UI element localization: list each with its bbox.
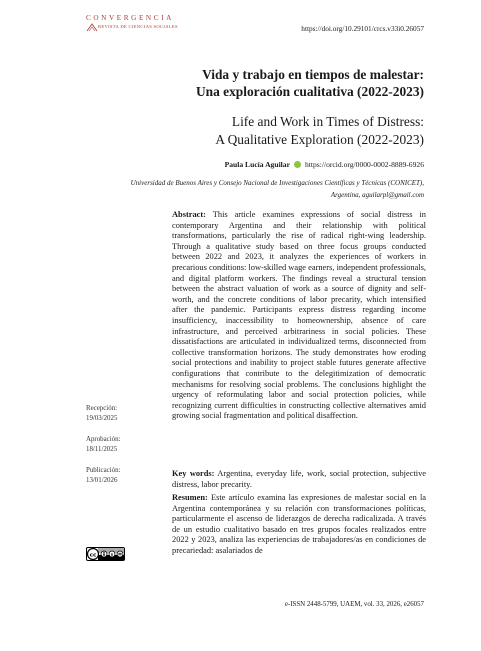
cc-by-nc-nd-icon[interactable] xyxy=(86,547,125,561)
journal-tagline: REVISTA DE CIENCIAS SOCIALES xyxy=(98,24,178,29)
resumen-label: Resumen: xyxy=(172,493,208,502)
author-name: Paula Lucía Aguilar xyxy=(224,160,290,169)
resumen xyxy=(172,493,426,557)
abstract xyxy=(172,210,426,422)
doi-link[interactable]: https://doi.org/10.29101/crcs.v33i0.26057 xyxy=(301,24,424,33)
keywords xyxy=(172,469,426,490)
cc-badge-text: cc xyxy=(89,552,97,559)
published-label: Publicación: xyxy=(86,467,121,474)
received-date: 19/03/2025 xyxy=(86,415,118,423)
orcid-link[interactable]: https://orcid.org/0000-0002-8889-6926 xyxy=(304,160,424,169)
keywords-label: Key words: xyxy=(172,469,215,478)
svg-text:$: $ xyxy=(110,551,114,557)
published-date-block xyxy=(86,466,120,487)
abstract-label: Abstract: xyxy=(172,210,206,219)
approved-date-block xyxy=(86,435,120,456)
journal-logo xyxy=(86,14,196,36)
orcid-icon xyxy=(294,161,301,168)
journal-name: CONVERGENCIA xyxy=(86,14,174,22)
author-line xyxy=(225,160,424,169)
journal-logo-mark-icon xyxy=(86,22,98,32)
received-date-block xyxy=(86,404,117,425)
title-spanish-line-2: Una exploración cualitativa (2022-2023) xyxy=(196,84,424,99)
footer-citation: e-ISSN 2448-5799, UAEM, vol. 33, 2026, e26057 xyxy=(284,601,424,608)
title-spanish-line-1: Vida y trabajo en tiempos de malestar: xyxy=(202,67,424,82)
published-date: 13/01/2026 xyxy=(86,477,118,485)
approved-label: Aprobación: xyxy=(86,436,121,443)
title-english-line-2: A Qualitative Exploration (2022-2023) xyxy=(215,132,424,147)
abstract-text: This article examines expressions of social distress in contemporary Argentina and their relationship with political transformations, particularly the rise of radical right-wing leadership. Through a qualitative study based on three focus groups conducted between 2022 and 2023, it analyzes the experiences of workers in precarious conditions: low-skilled wage earners, independent professionals, and digital platform workers. The findings reveal a structural tension between the abstract valuation of work as a source of dignity and self-worth, and the concrete conditions of labor precarity, which intensified after the pandemic. Participants express distress regarding income insufficiency, inaccessibility to homeownership, absence of care infrastructure, and perceived arbitrariness in social policies. These dissatisfactions are articulated in individualized terms, disconnected from collective transformation horizons. The study demonstrates how eroding social protections and inability to project stable futures generate affective configurations that contribute to the delegitimization of democratic mechanisms for resolving social problems. The conclusions highlight the urgency of reformulating labor and social protection policies, while recognizing current difficulties in constructing collective alternatives amid growing social fragmentation and political disaffection. xyxy=(172,210,426,421)
received-label: Recepción: xyxy=(86,405,117,412)
title-english-line-1: Life and Work in Times of Distress: xyxy=(231,114,424,129)
approved-date: 18/11/2025 xyxy=(86,446,118,454)
resumen-text: Este artículo examina las expresiones de malestar social en la Argentina contemporánea y su relación con transformaciones políticas, particularmente el ascenso de liderazgos de derecha radicalizada. A través de un estudio cualitativo basado en tres grupos focales realizados entre 2022 y 2023, analiza las experiencias de trabajadores/as en condiciones de precariedad: asalariados de xyxy=(172,493,426,555)
keywords-text: Argentina, everyday life, work, social protection, subjective distress, labor precarity. xyxy=(172,469,427,489)
author-affiliation: Universidad de Buenos Aires y Consejo Nacional de Investigaciones Científicas y Técnicas (CONICET), Argentina, aguilarpl@gmail.com xyxy=(130,179,424,199)
